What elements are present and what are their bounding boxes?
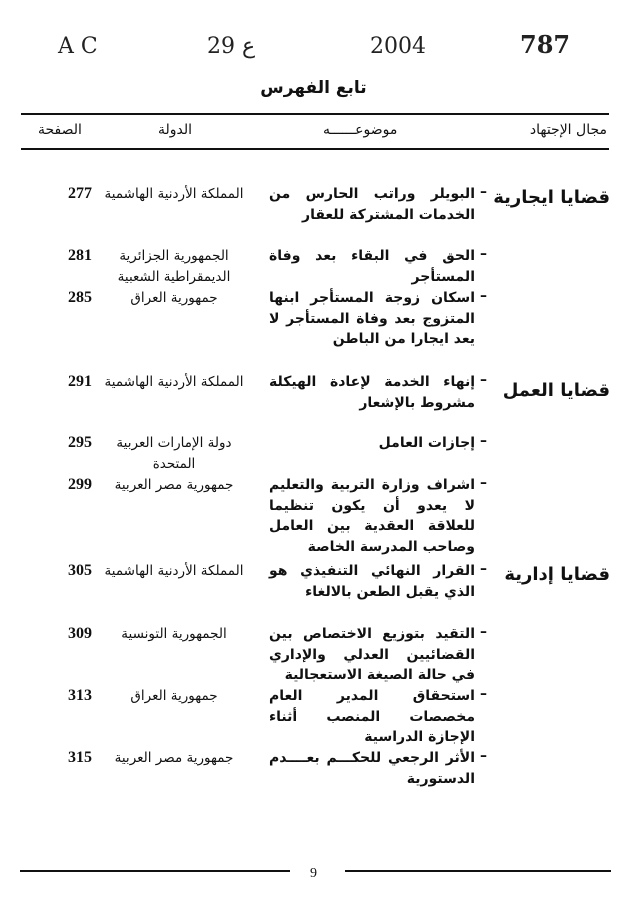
category-administrative-cases: قضايا إدارية	[504, 564, 610, 585]
entry-country: جمهورية العراق	[130, 688, 218, 704]
column-header-field: مجال الإجتهاد	[529, 122, 607, 138]
entry-country: الجمهورية التونسية	[121, 626, 227, 642]
entry-page: 295	[68, 434, 92, 451]
entry-country: دولة الإمارات العربية المتحدة	[116, 435, 232, 472]
entry-bullet: –	[480, 372, 487, 388]
entry-subject: البويلر وراتب الحارس من الخدمات المشتركة للعقار	[269, 186, 475, 223]
column-header-country: الدولة	[158, 122, 193, 138]
entry-bullet: –	[480, 433, 487, 449]
handwritten-reference	[207, 34, 255, 59]
entry-page: 299	[68, 476, 92, 493]
entry-country: جمهورية العراق	[130, 290, 218, 306]
entry-subject: التقيد بتوزيع الاختصاص بين القضائيين العدلي والإداري في حالة الصيغة الاستعجالية	[269, 626, 475, 683]
entry-country: المملكة الأردنية الهاشمية	[104, 563, 244, 579]
entry-bullet: –	[480, 475, 487, 491]
column-header-page: الصفحة	[38, 122, 82, 138]
entry-bullet: –	[480, 748, 487, 764]
header-rule	[21, 148, 609, 150]
footer-page-number: 9	[310, 866, 317, 881]
entry-subject: الحق في البقاء بعد وفاة المستأجر	[269, 248, 475, 285]
entry-subject: الأثر الرجعي للحكـــم بعــــدم الدستورية	[269, 750, 475, 787]
entry-country: المملكة الأردنية الهاشمية	[104, 374, 244, 390]
entry-subject: اسكان زوجة المستأجر ابنها المتزوج بعد وفاة المستأجر لا يعد ايجارا من الباطن	[269, 290, 475, 347]
entry-page: 313	[68, 687, 92, 704]
entry-subject: اشراف وزارة التربية والتعليم لا يعدو أن يكون تنظيما للعلاقة العقدية بين العامل وصاحب المدرسة الخاصة	[269, 477, 475, 555]
entry-page: 277	[68, 185, 92, 202]
entry-country: جمهورية مصر العربية	[114, 750, 234, 766]
entry-country: المملكة الأردنية الهاشمية	[104, 186, 244, 202]
entry-country: جمهورية مصر العربية	[114, 477, 234, 493]
entry-page: 285	[68, 289, 92, 306]
handwritten-page-code: 787	[520, 30, 571, 59]
entry-subject: القرار النهائي التنفيذي هو الذي يقبل الطعن بالالغاء	[269, 563, 475, 600]
column-header-subject: موضوعــــــه	[323, 122, 398, 138]
category-labor-cases: قضايا العمل	[502, 380, 610, 401]
page-title: تابع الفهرس	[260, 78, 367, 98]
entry-subject: إجازات العامل	[378, 435, 475, 451]
entry-page: 281	[68, 247, 92, 264]
entry-bullet: –	[480, 246, 487, 262]
entry-bullet: –	[480, 624, 487, 640]
entry-bullet: –	[480, 686, 487, 702]
entry-page: 309	[68, 625, 92, 642]
entry-subject: استحقاق المدير العام مخصصات المنصب أثناء الإجازة الدراسية	[269, 688, 475, 745]
entry-subject: إنهاء الخدمة لإعادة الهيكلة مشروط بالإشعار	[269, 374, 475, 411]
entry-page: 315	[68, 749, 92, 766]
entry-bullet: –	[480, 288, 487, 304]
handwritten-initials: A C	[58, 34, 98, 59]
entry-bullet: –	[480, 184, 487, 200]
entry-page: 305	[68, 562, 92, 579]
category-rental-cases: قضايا ايجارية	[493, 187, 610, 208]
entry-country: الجمهورية الجزائرية الديمقراطية الشعبية	[117, 248, 231, 285]
entry-page: 291	[68, 373, 92, 390]
handwritten-year: 2004	[370, 34, 426, 59]
top-rule	[21, 113, 609, 115]
entry-bullet: –	[480, 561, 487, 577]
handwritten-ref-number: 29	[207, 34, 235, 59]
handwritten-ref-letter: ع	[242, 34, 256, 59]
